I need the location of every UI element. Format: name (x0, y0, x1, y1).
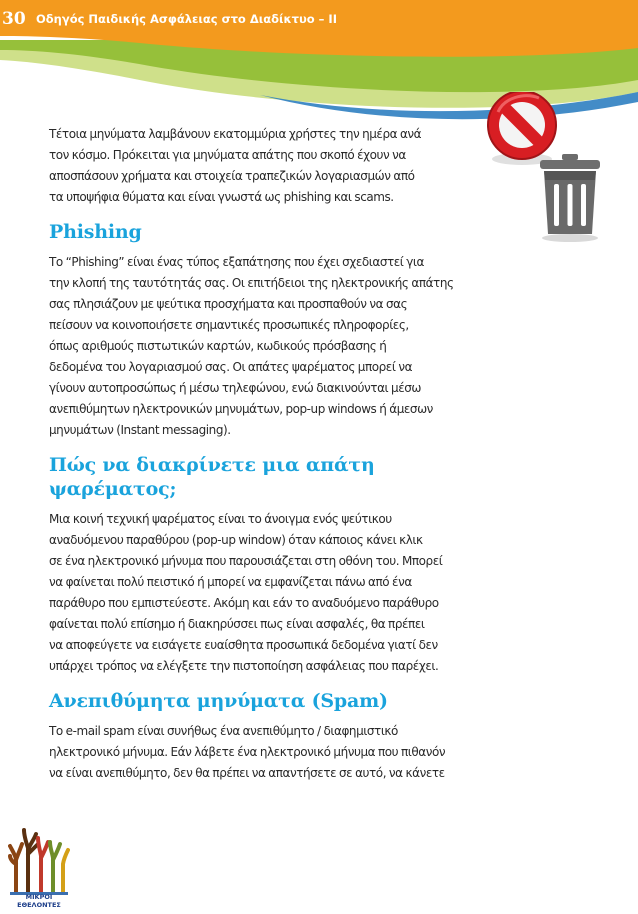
logo-caption: ΜΙΚΡΟΙ ΕΘΕΛΟΝΤΕΣ (17, 893, 61, 909)
intro-paragraph (49, 124, 469, 208)
text-line: ανεπιθύμητων ηλεκτρονικών μηνυμάτων, pop-up windows ή άμεσων (49, 402, 433, 416)
text-line: Το e-mail spam είναι συνήθως ένα ανεπιθύμητο / διαφημιστικό (49, 724, 398, 738)
text-line: Το “Phishing” είναι ένας τύπος εξαπάτησης που έχει σχεδιαστεί για (49, 255, 424, 269)
section-heading-detect-phishing (49, 453, 469, 501)
text-line: γίνουν αυτοπροσώπως ή μέσω τηλεφώνου, ενώ διακινούνται μέσω (49, 381, 421, 395)
text-line: να είναι ανεπιθύμητο, δεν θα πρέπει να απαντήσετε σε αυτό, να κάνετε (49, 766, 445, 780)
text-line: μηνυμάτων (Instant messaging). (49, 423, 231, 437)
text-line: σε ένα ηλεκτρονικό μήνυμα που παρουσιάζεται στη οθόνη του. Μπορεί (49, 554, 443, 568)
text-line: να αποφεύγετε να εισάγετε ευαίσθητα προσωπικά δεδομένα γιατί δεν (49, 638, 438, 652)
text-line: φαίνεται πολύ επίσημο ή διακηρύσσει πως είναι ασφαλές, θα πρέπει (49, 617, 425, 631)
text-line: να φαίνεται πολύ πειστικό ή μπορεί να εμφανίζεται πάνω από ένα (49, 575, 412, 589)
text-line: σας πλησιάζουν με ψεύτικα προσχήματα και προσπαθούν να σας (49, 297, 408, 311)
heading-line: Πώς να διακρίνετε μια απάτη (49, 454, 375, 476)
prohibited-sign-icon (488, 92, 556, 165)
text-line: όπως αριθμούς πιστωτικών καρτών, κωδικούς πρόσβασης ή (49, 339, 387, 353)
heading-line: Phishing (49, 221, 142, 243)
detect-phishing-paragraph (49, 509, 469, 677)
section-heading-phishing (49, 220, 469, 244)
text-line: αποσπάσουν χρήματα και στοιχεία τραπεζικών λογαριασμών από (49, 169, 415, 183)
article (49, 124, 469, 784)
text-line: ηλεκτρονικό μήνυμα. Εάν λάβετε ένα ηλεκτρονικό μήνυμα που πιθανόν (49, 745, 446, 759)
text-line: Τέτοια μηνύματα λαμβάνουν εκατομμύρια χρήστες την ημέρα ανά (49, 127, 422, 141)
header-title: Οδηγός Παιδικής Ασφάλειας στο Διαδίκτυο – ΙΙ (36, 12, 337, 26)
page-number: 30 (2, 9, 26, 29)
text-line: δεδομένα του λογαριασμού σας. Οι απάτες ψαρέματος μπορεί να (49, 360, 413, 374)
hands-tree-icon (10, 830, 68, 895)
section-heading-spam (49, 689, 469, 713)
text-line: τον κόσμο. Πρόκειται για μηνύματα απάτης που σκοπό έχουν να (49, 148, 406, 162)
heading-line: Ανεπιθύμητα μηνύματα (Spam) (49, 690, 388, 712)
text-line: την κλοπή της ταυτότητάς σας. Οι επιτήδειοι της ηλεκτρονικής απάτης (49, 276, 454, 290)
trash-can-icon (540, 154, 600, 242)
header-bar (0, 0, 638, 40)
text-line: τα υποψήφια θύματα και είναι γνωστά ως phishing και scams. (49, 190, 394, 204)
text-line: πείσουν να κοινοποιήσετε σημαντικές προσωπικές πληροφορίες, (49, 318, 409, 332)
text-line: παράθυρο που εμπιστεύεστε. Ακόμη και εάν το αναδυόμενο παράθυρο (49, 596, 439, 610)
text-line: υπάρχει τρόπος να ελέγξετε την πιστοποίηση ασφάλειας που παρέχει. (49, 659, 439, 673)
text-line: Μια κοινή τεχνική ψαρέματος είναι το άνοιγμα ενός ψεύτικου (49, 512, 392, 526)
phishing-paragraph (49, 252, 469, 441)
text-line: αναδυόμενου παραθύρου (pop-up window) όταν κάποιος κάνει κλικ (49, 533, 423, 547)
heading-line: ψαρέματος; (49, 478, 177, 500)
icons-illustration (484, 92, 604, 242)
spam-paragraph (49, 721, 469, 784)
volunteers-logo-icon (8, 820, 70, 900)
